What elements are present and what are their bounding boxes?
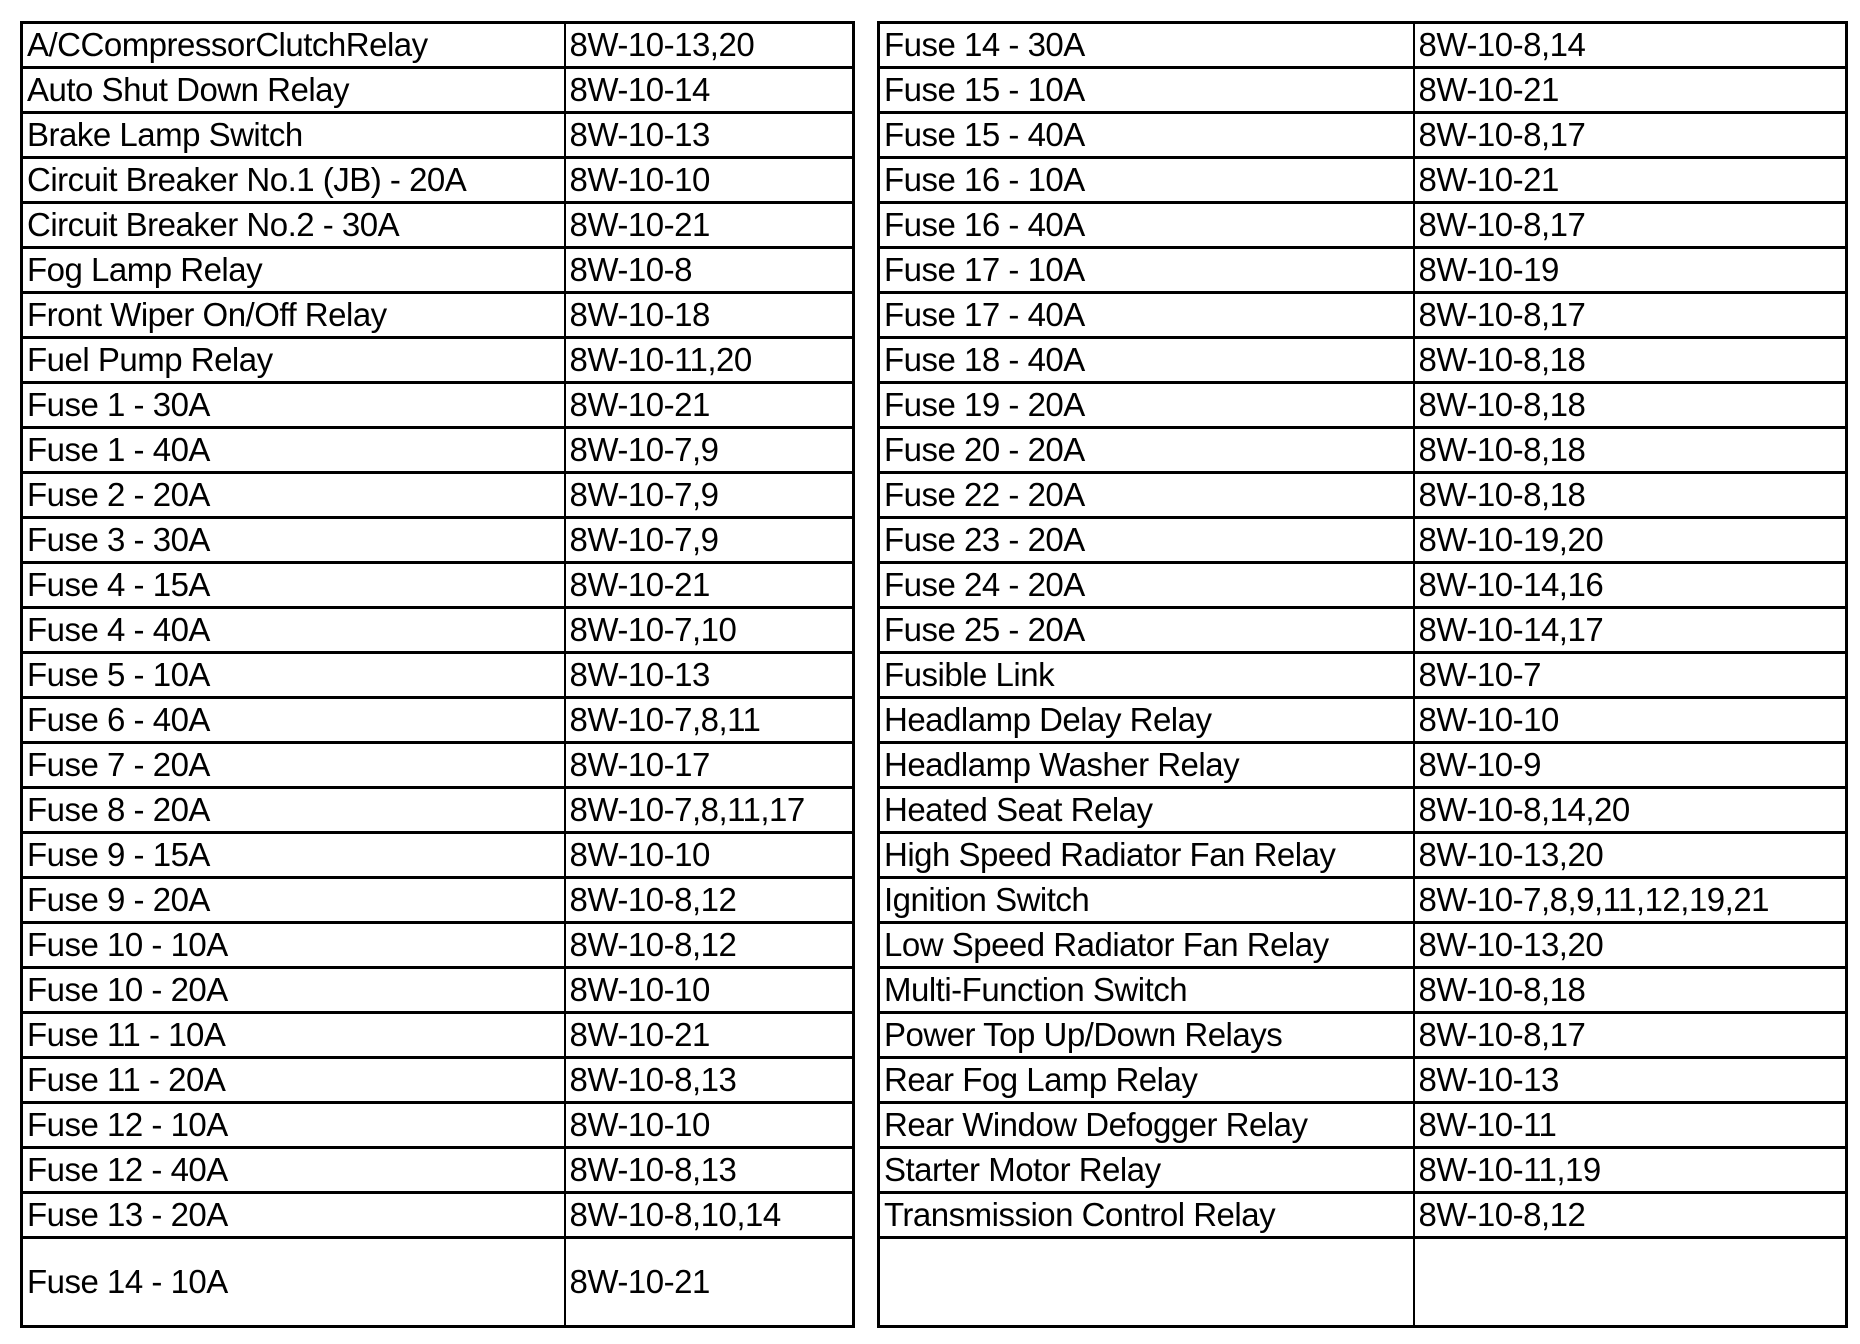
wiring-reference: 8W-10-11 [1414,1103,1847,1148]
table-row [22,698,854,743]
wiring-reference: 8W-10-18 [565,293,854,338]
wiring-reference: 8W-10-11,19 [1414,1148,1847,1193]
wiring-reference: 8W-10-8,13 [565,1058,854,1103]
table-row [879,1193,1847,1238]
table-row [879,113,1847,158]
wiring-reference: 8W-10-7,8,11,17 [565,788,854,833]
component-name: Fuse 4 - 15A [22,563,565,608]
wiring-reference: 8W-10-8,10,14 [565,1193,854,1238]
component-name: Fuse 18 - 40A [879,338,1414,383]
wiring-reference: 8W-10-10 [565,158,854,203]
table-row [22,518,854,563]
table-row [22,473,854,518]
table-row [879,698,1847,743]
component-name: Front Wiper On/Off Relay [22,293,565,338]
table-row [879,608,1847,653]
wiring-reference: 8W-10-8,17 [1414,113,1847,158]
table-row [879,923,1847,968]
table-row [22,878,854,923]
table-row [879,473,1847,518]
component-name: Fuse 20 - 20A [879,428,1414,473]
wiring-reference: 8W-10-21 [565,203,854,248]
table-row [22,23,854,68]
wiring-reference: 8W-10-13 [1414,1058,1847,1103]
table-row [22,1013,854,1058]
table-row [22,383,854,428]
component-name: A/CCompressorClutchRelay [22,23,565,68]
component-name: Fuse 10 - 20A [22,968,565,1013]
component-name: Ignition Switch [879,878,1414,923]
table-row [22,968,854,1013]
wiring-reference: 8W-10-21 [565,563,854,608]
component-name: Fuse 16 - 10A [879,158,1414,203]
component-name: Fuse 7 - 20A [22,743,565,788]
component-name: Rear Window Defogger Relay [879,1103,1414,1148]
wiring-reference: 8W-10-8,17 [1414,293,1847,338]
table-row [22,743,854,788]
table-row [879,158,1847,203]
component-name: Fuse 24 - 20A [879,563,1414,608]
component-name: Fuse 23 - 20A [879,518,1414,563]
component-name: Fuse 11 - 10A [22,1013,565,1058]
component-name: Heated Seat Relay [879,788,1414,833]
component-name: Fuse 10 - 10A [22,923,565,968]
table-row [22,1238,854,1327]
wiring-reference: 8W-10-7,8,11 [565,698,854,743]
component-name: Circuit Breaker No.2 - 30A [22,203,565,248]
wiring-reference: 8W-10-13,20 [1414,833,1847,878]
wiring-reference: 8W-10-7,9 [565,518,854,563]
wiring-reference: 8W-10-7 [1414,653,1847,698]
wiring-reference: 8W-10-8,18 [1414,338,1847,383]
component-name: Fuse 25 - 20A [879,608,1414,653]
wiring-reference: 8W-10-8,17 [1414,1013,1847,1058]
table-row [22,653,854,698]
component-name: Fuse 17 - 10A [879,248,1414,293]
component-name: Fuse 9 - 15A [22,833,565,878]
table-row [22,428,854,473]
component-name [879,1238,1414,1327]
component-name: Fusible Link [879,653,1414,698]
component-name: Fuse 15 - 40A [879,113,1414,158]
wiring-reference: 8W-10-8,18 [1414,428,1847,473]
wiring-reference: 8W-10-8,14 [1414,23,1847,68]
wiring-reference: 8W-10-21 [1414,158,1847,203]
component-name: Power Top Up/Down Relays [879,1013,1414,1058]
component-name: Headlamp Washer Relay [879,743,1414,788]
table-row [879,1058,1847,1103]
component-table-right [877,21,1848,1328]
table-row [22,1058,854,1103]
wiring-reference: 8W-10-14 [565,68,854,113]
wiring-reference: 8W-10-7,9 [565,473,854,518]
component-name: Fuse 13 - 20A [22,1193,565,1238]
table-row [879,518,1847,563]
table-row [879,248,1847,293]
component-name: Fuse 2 - 20A [22,473,565,518]
table-row [22,833,854,878]
wiring-reference: 8W-10-7,8,9,11,12,19,21 [1414,878,1847,923]
component-name: Fuse 16 - 40A [879,203,1414,248]
component-name: Fuse 9 - 20A [22,878,565,923]
table-row [22,1148,854,1193]
wiring-reference: 8W-10-21 [565,1013,854,1058]
wiring-reference: 8W-10-13,20 [1414,923,1847,968]
table-row [879,1148,1847,1193]
component-name: Headlamp Delay Relay [879,698,1414,743]
wiring-reference: 8W-10-10 [1414,698,1847,743]
wiring-reference: 8W-10-21 [565,383,854,428]
table-row [879,1103,1847,1148]
wiring-reference: 8W-10-7,10 [565,608,854,653]
component-name: Fuse 15 - 10A [879,68,1414,113]
component-name: Fuse 5 - 10A [22,653,565,698]
table-row [879,68,1847,113]
table-row [22,788,854,833]
table-row [879,968,1847,1013]
wiring-reference [1414,1238,1847,1327]
wiring-reference: 8W-10-8 [565,248,854,293]
table-row [22,338,854,383]
table-row [879,563,1847,608]
table-row [22,1103,854,1148]
wiring-reference: 8W-10-13 [565,113,854,158]
table-row [879,833,1847,878]
component-name: Fuse 3 - 30A [22,518,565,563]
wiring-reference: 8W-10-19,20 [1414,518,1847,563]
table-row [879,788,1847,833]
component-name: Fuse 11 - 20A [22,1058,565,1103]
wiring-reference: 8W-10-8,18 [1414,473,1847,518]
table-row [879,293,1847,338]
component-name: Brake Lamp Switch [22,113,565,158]
component-name: Multi-Function Switch [879,968,1414,1013]
table-row [22,293,854,338]
table-row [22,1193,854,1238]
component-name: Fuse 6 - 40A [22,698,565,743]
wiring-reference: 8W-10-8,13 [565,1148,854,1193]
component-name: Fuse 12 - 40A [22,1148,565,1193]
wiring-reference: 8W-10-13 [565,653,854,698]
table-row [879,428,1847,473]
component-name: Auto Shut Down Relay [22,68,565,113]
wiring-reference: 8W-10-17 [565,743,854,788]
table-row [879,743,1847,788]
table-row [22,68,854,113]
wiring-reference: 8W-10-21 [565,1238,854,1327]
component-name: Fuse 12 - 10A [22,1103,565,1148]
wiring-reference: 8W-10-19 [1414,248,1847,293]
wiring-reference: 8W-10-7,9 [565,428,854,473]
table-row [879,1238,1847,1327]
component-name: High Speed Radiator Fan Relay [879,833,1414,878]
table-row [879,878,1847,923]
wiring-reference: 8W-10-10 [565,1103,854,1148]
wiring-reference: 8W-10-13,20 [565,23,854,68]
wiring-reference: 8W-10-21 [1414,68,1847,113]
component-name: Circuit Breaker No.1 (JB) - 20A [22,158,565,203]
table-row [879,383,1847,428]
table-row [22,158,854,203]
table-row [22,923,854,968]
wiring-reference: 8W-10-8,17 [1414,203,1847,248]
wiring-reference: 8W-10-14,17 [1414,608,1847,653]
wiring-reference: 8W-10-8,14,20 [1414,788,1847,833]
wiring-reference: 8W-10-8,18 [1414,383,1847,428]
component-name: Fuse 4 - 40A [22,608,565,653]
component-name: Transmission Control Relay [879,1193,1414,1238]
component-name: Fuse 19 - 20A [879,383,1414,428]
table-row [22,203,854,248]
table-row [22,563,854,608]
wiring-reference: 8W-10-8,12 [565,923,854,968]
wiring-reference: 8W-10-8,12 [565,878,854,923]
component-name: Rear Fog Lamp Relay [879,1058,1414,1103]
component-table-left [20,21,855,1328]
component-name: Fuse 22 - 20A [879,473,1414,518]
table-row [879,653,1847,698]
wiring-reference: 8W-10-8,12 [1414,1193,1847,1238]
component-name: Fuel Pump Relay [22,338,565,383]
wiring-reference: 8W-10-8,18 [1414,968,1847,1013]
component-name: Fuse 14 - 10A [22,1238,565,1327]
wiring-reference: 8W-10-10 [565,968,854,1013]
component-name: Starter Motor Relay [879,1148,1414,1193]
table-row [22,113,854,158]
table-row [879,338,1847,383]
table-row [879,1013,1847,1058]
component-name: Low Speed Radiator Fan Relay [879,923,1414,968]
wiring-reference: 8W-10-10 [565,833,854,878]
table-row [22,248,854,293]
component-name: Fuse 8 - 20A [22,788,565,833]
component-name: Fuse 1 - 30A [22,383,565,428]
component-name: Fog Lamp Relay [22,248,565,293]
table-row [22,608,854,653]
wiring-reference: 8W-10-11,20 [565,338,854,383]
component-name: Fuse 1 - 40A [22,428,565,473]
component-name: Fuse 17 - 40A [879,293,1414,338]
wiring-reference: 8W-10-9 [1414,743,1847,788]
table-row [879,203,1847,248]
table-row [879,23,1847,68]
component-name: Fuse 14 - 30A [879,23,1414,68]
wiring-reference: 8W-10-14,16 [1414,563,1847,608]
